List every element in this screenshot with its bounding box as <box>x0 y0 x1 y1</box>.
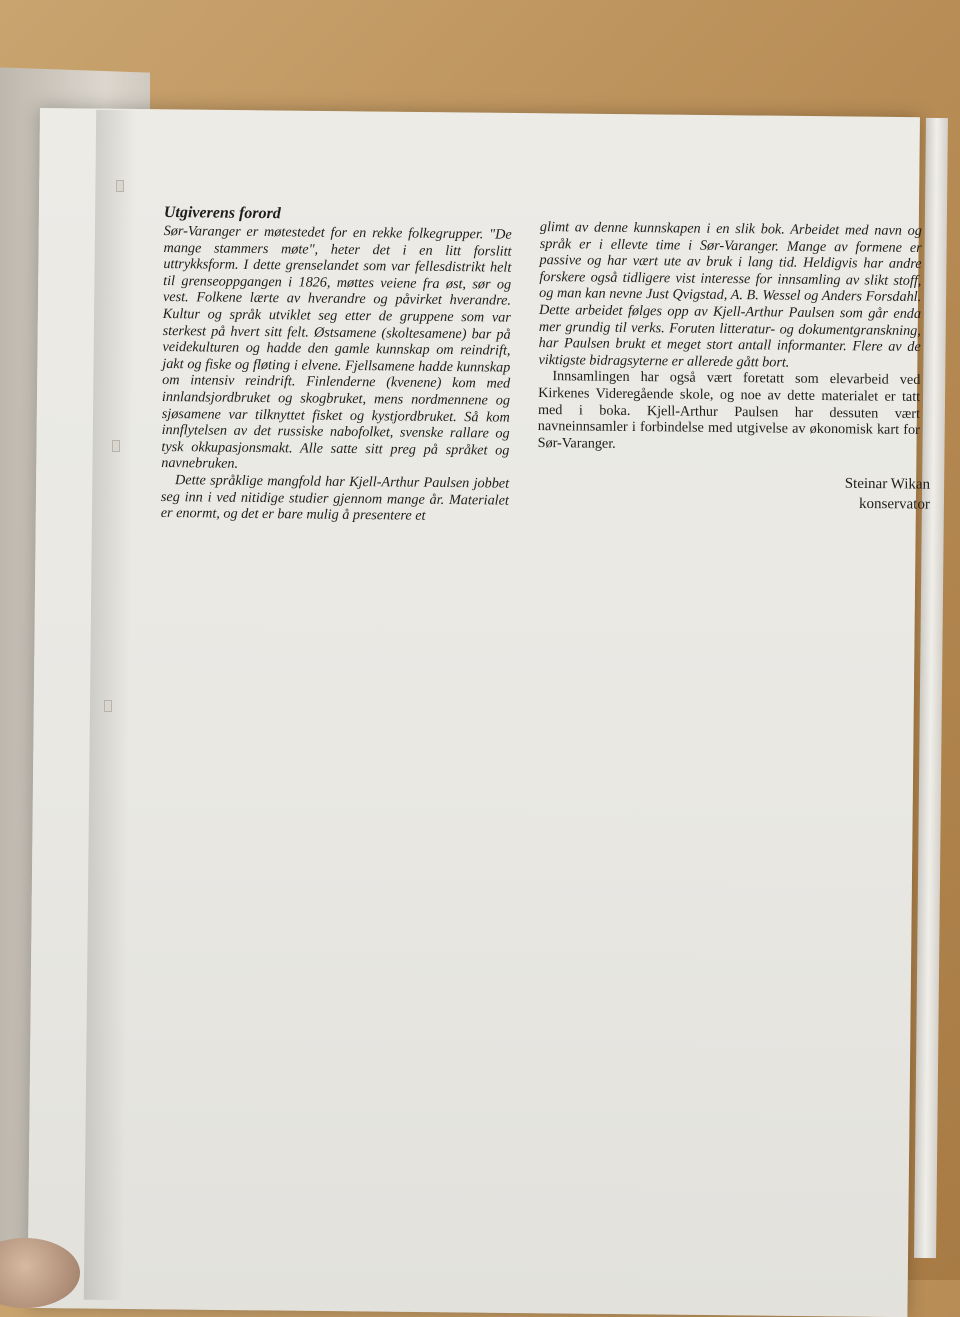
paragraph: Sør-Varanger er møtestedet for en rekke folkegrupper. "De mange stammers møte", heter det i en litt forslitt uttrykksform. I dette grenselandet som var fellesdistrikt helt til grenseoppgangen i 1826, møttes veiene fra øst, sør og vest. Folkene lærte av hverandre og påvirket hverandre. Kultur og språk utviklet seg etter de gruppene som var sterkest på hvert sitt felt. Østsamene (skoltesamene) bar på veidekulturen og hadde den gamle kunnskap om reindrift, jakt og fiske og fløting i elvene. Fjellsamene hadde kunnskap om intensiv reindrift. Finlenderne (kvenene) kom med innlandsjordbruket og skogbruket, mens nordmennene og sjøsamene var tilknyttet fisket og kystjordbruket. Så kom innflytelsen av det russiske nabofolket, svenske rallare og tysk okkupasjonsmakt. Alle satte sitt preg på språket og navnebruken. <box>161 222 512 473</box>
binding-stitch <box>112 440 120 452</box>
right-column <box>538 219 922 455</box>
document-title: Utgiverens forord <box>163 203 281 223</box>
left-column <box>161 203 512 525</box>
binding-stitch <box>104 700 112 712</box>
paragraph: Dette språklige mangfold har Kjell-Arthur Paulsen jobbet seg inn i ved nitidige studier gjennom mange år. Materialet er enormt, og det er bare mulig å presentere et <box>160 472 510 524</box>
paragraph: glimt av denne kunnskapen i en slik bok. Arbeidet med navn og språk er i ellevte time i Sør-Varanger. Mange av formene er passive og har vært ute av bruk i lang tid. Heldigvis har andre forskere også tidligere vist interesse for innsamling av slikt stoff, og man kan nevne Just Qvigstad, A. B. Wessel og Anders Forsdahl. Dette arbeidet følges opp av Kjell-Arthur Paulsen som går enda mer grundig til verks. Foruten litteratur- og dokumentgranskning, har Paulsen brukt et meget stort antall informanter. Flere av de viktigste bidragsyterne er allerede gått bort. <box>538 219 922 371</box>
paragraph: Innsamlingen har også vært foretatt som elevarbeid ved Kirkenes Videregående skole, og noe av dette materialet er tatt med i boka. Kjell-Arthur Paulsen har dessuten vært navneinnsamler i forbindelse med utgivelse av økonomisk kart for Sør-Varanger. <box>537 368 921 452</box>
binding-stitch <box>116 180 124 192</box>
signature-title: konservator <box>858 495 930 513</box>
signature-name: Steinar Wikan <box>844 475 931 493</box>
signature <box>800 473 930 514</box>
